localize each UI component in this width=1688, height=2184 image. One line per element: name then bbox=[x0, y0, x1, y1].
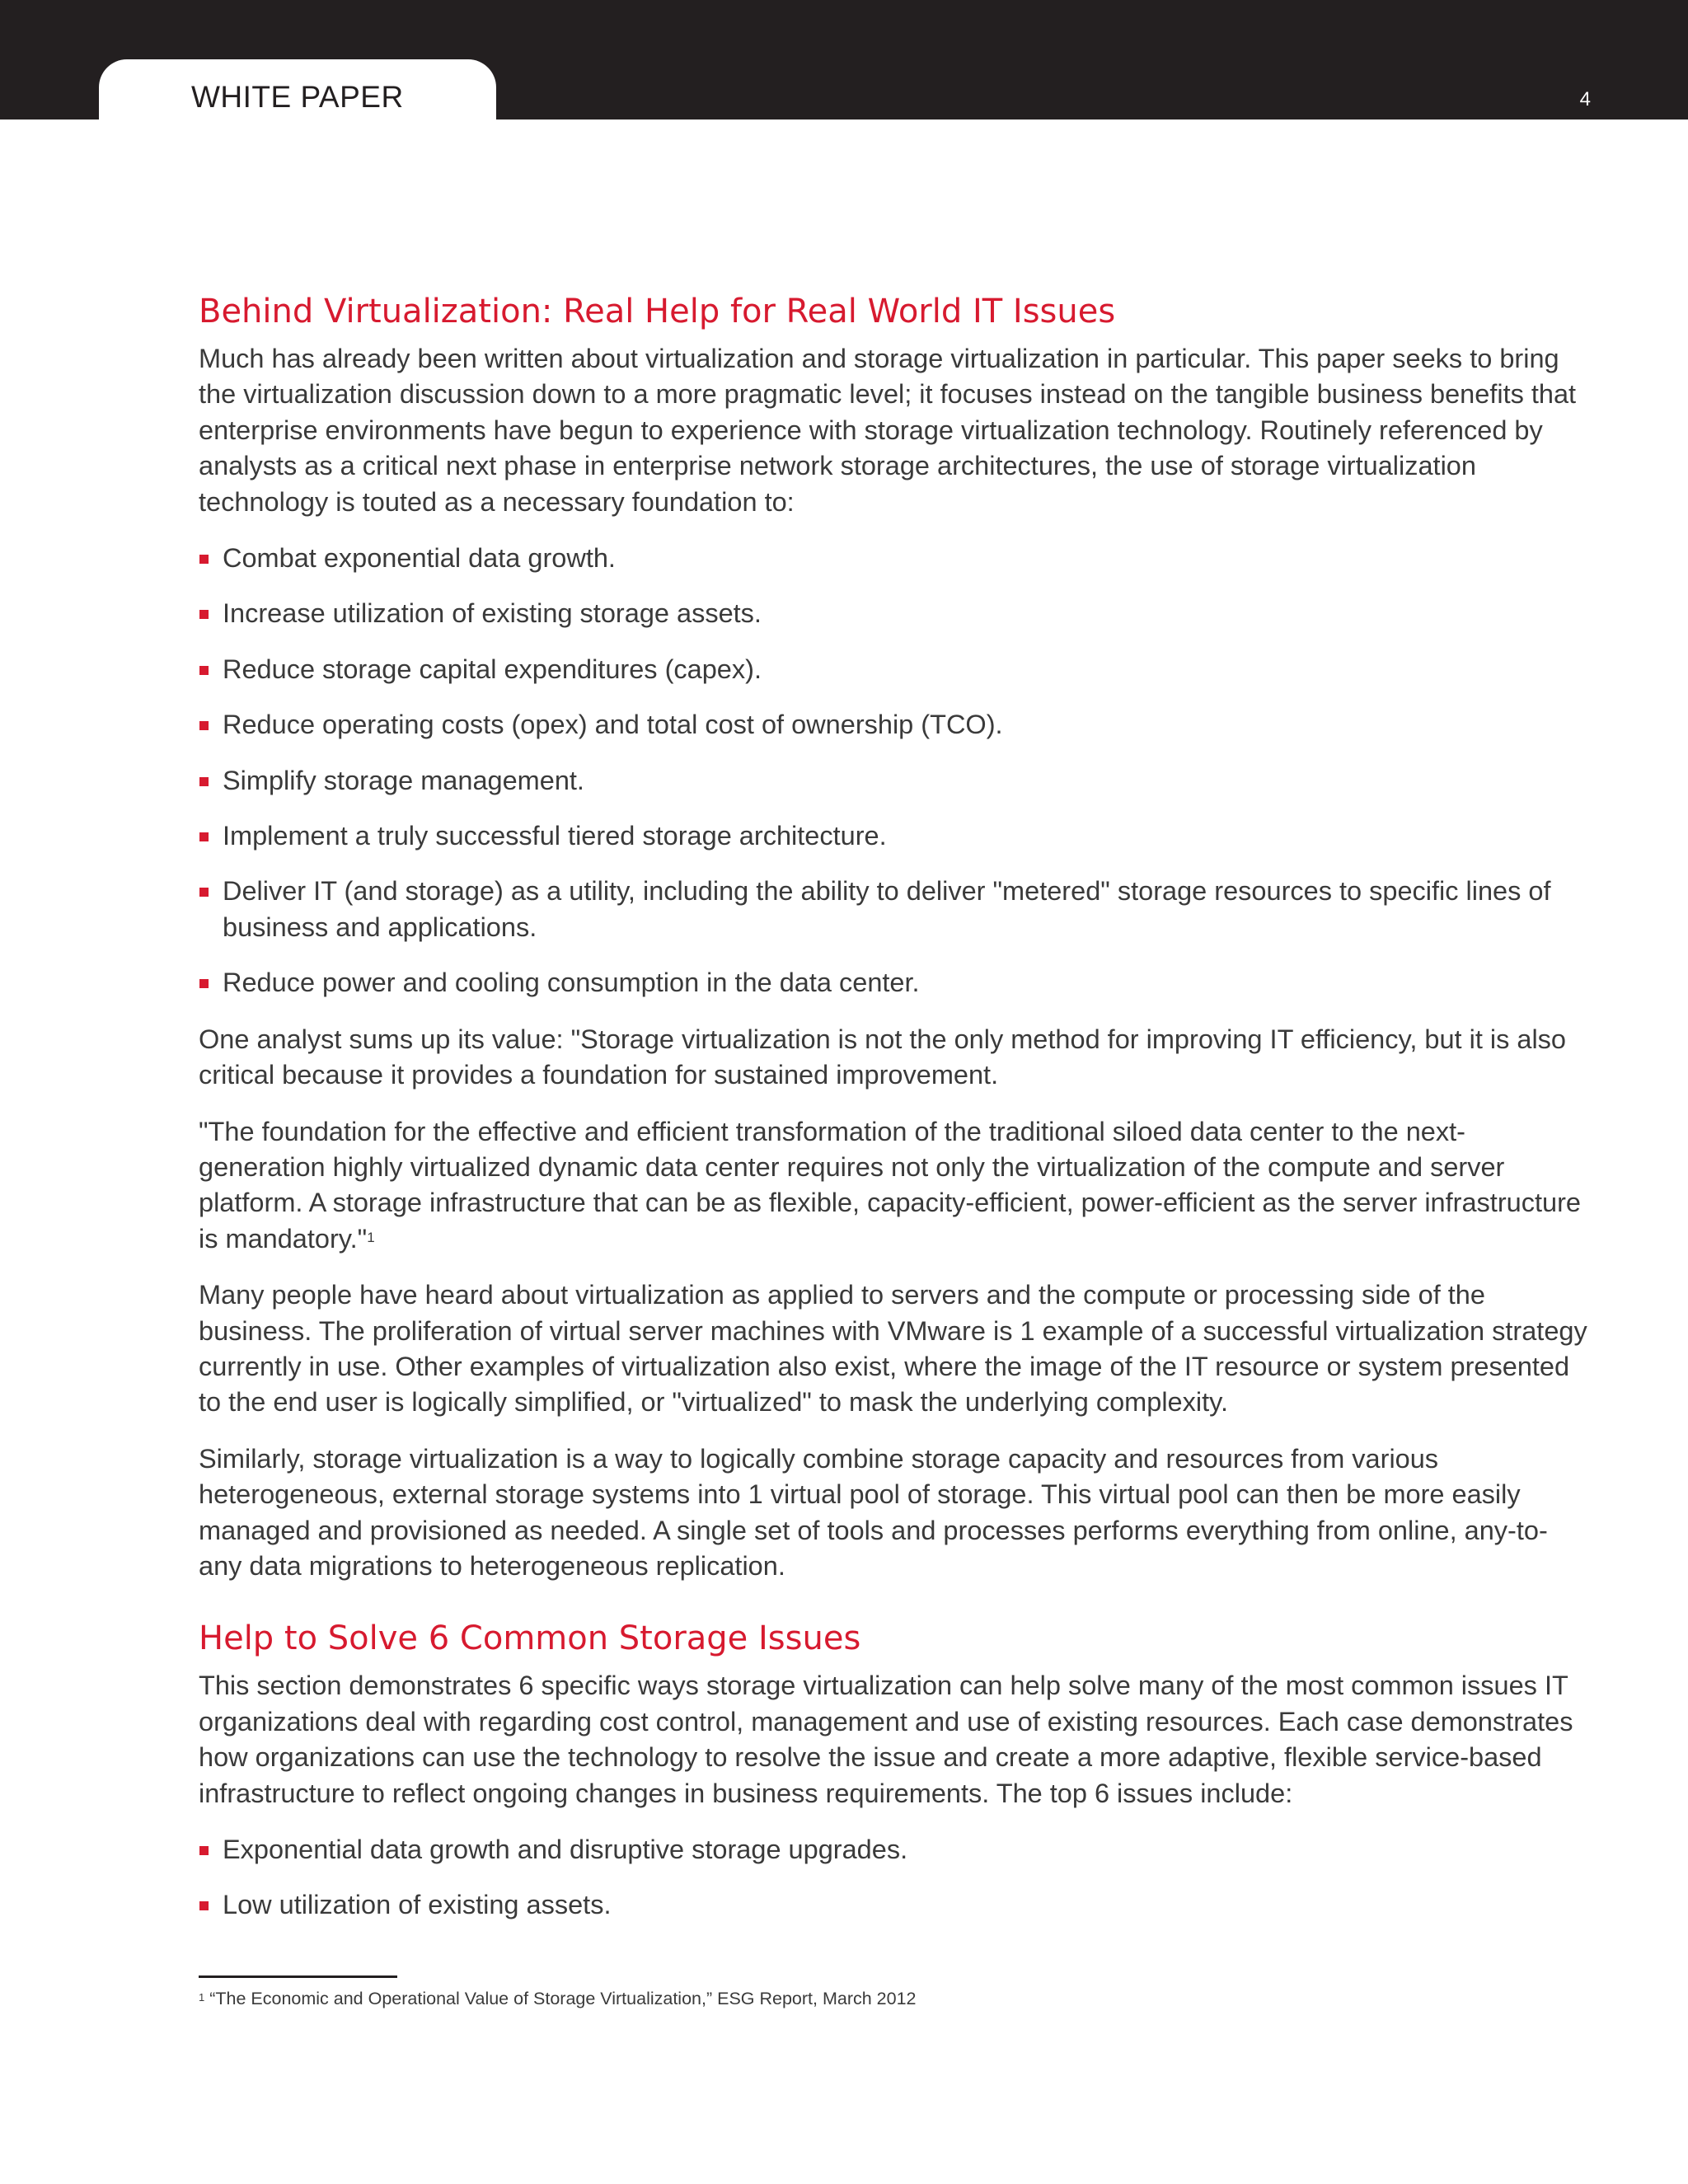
issues-list bbox=[199, 1832, 1587, 1924]
list-item bbox=[199, 965, 1587, 1001]
list-item bbox=[199, 541, 1587, 576]
bullet-square-icon bbox=[199, 610, 209, 619]
intro-paragraph: Much has already been written about virtualization and storage virtualization in particular. This paper seeks to bring the virtualization discussion down to a more pragmatic level; it focuses instead on the tangible business benefits that enterprise environments have begun to experience with storage virtualization technology. Routinely referenced by analysts as a critical next phase in enterprise network storage architectures, the use of storage virtualization technology is touted as a necessary foundation to: bbox=[199, 344, 1577, 517]
list-item-text: Exponential data growth and disruptive storage upgrades. bbox=[223, 1835, 908, 1864]
benefits-list bbox=[199, 541, 1587, 1001]
section-heading-behind-virtualization: Behind Virtualization: Real Help for Real World IT Issues bbox=[199, 293, 1116, 330]
bullet-square-icon bbox=[199, 1846, 209, 1855]
section-heading-common-storage-issues: Help to Solve 6 Common Storage Issues bbox=[199, 1619, 861, 1658]
footnote-text: “The Economic and Operational Value of Storage Virtualization,” ESG Report, March 2012 bbox=[209, 1989, 917, 2008]
bullet-square-icon bbox=[199, 666, 209, 675]
servers-paragraph: Many people have heard about virtualization as applied to servers and the compute or processing side of the business. The proliferation of virtual server machines with VMware is 1 example of a successful virtualization strategy currently in use. Other examples of virtualization also exist, where the image of the IT resource or system presented to the end user is logically simplified, or "virtualized" to mask the underlying complexity. bbox=[199, 1280, 1587, 1418]
list-item bbox=[199, 1887, 1587, 1923]
analyst-paragraph: One analyst sums up its value: "Storage virtualization is not the only method for improving IT efficiency, but it is also critical because it provides a foundation for sustained improvement. bbox=[199, 1024, 1567, 1090]
bullet-square-icon bbox=[199, 888, 209, 897]
list-item-text: Low utilization of existing assets. bbox=[223, 1890, 612, 1920]
list-item bbox=[199, 707, 1587, 743]
footnote-reference: 1 bbox=[367, 1229, 375, 1245]
list-item-text: Deliver IT (and storage) as a utility, including the ability to deliver "metered" storage resources to specific lines of business and applications. bbox=[223, 876, 1551, 942]
list-item bbox=[199, 596, 1587, 631]
list-item bbox=[199, 818, 1587, 854]
bullet-square-icon bbox=[199, 555, 209, 564]
section2-intro-paragraph: This section demonstrates 6 specific ways storage virtualization can help solve many of the most common issues IT organizations deal with regarding cost control, management and use of existing resources. Each case demonstrates how organizations can use the technology to resolve the issue and create a more adaptive, flexible service-based infrastructure to reflect ongoing changes in business requirements. The top 6 issues include: bbox=[199, 1671, 1573, 1808]
footnote-number: 1 bbox=[199, 1991, 205, 2004]
bullet-square-icon bbox=[199, 979, 209, 988]
bullet-square-icon bbox=[199, 832, 209, 841]
list-item-text: Reduce power and cooling consumption in the data center. bbox=[223, 968, 920, 998]
list-item-text: Combat exponential data growth. bbox=[223, 543, 616, 574]
list-item-text: Reduce storage capital expenditures (capex). bbox=[223, 654, 762, 684]
bullet-square-icon bbox=[199, 721, 209, 730]
list-item-text: Simplify storage management. bbox=[223, 765, 584, 795]
list-item bbox=[199, 652, 1587, 687]
storage-virtualization-paragraph: Similarly, storage virtualization is a way to logically combine storage capacity and resources from various heterogeneous, external storage systems into 1 virtual pool of storage. This virtual pool can then be more easily managed and provisioned as needed. A single set of tools and processes performs everything from online, any-to-any data migrations to heterogeneous replication. bbox=[199, 1443, 1548, 1581]
page-number: 4 bbox=[1579, 88, 1591, 110]
quote-paragraph bbox=[199, 1114, 1587, 1258]
bullet-square-icon bbox=[199, 1901, 209, 1910]
list-item bbox=[199, 874, 1587, 945]
list-item-text: Implement a truly successful tiered storage architecture. bbox=[223, 821, 887, 851]
list-item bbox=[199, 1832, 1587, 1868]
list-item-text: Reduce operating costs (opex) and total cost of ownership (TCO). bbox=[223, 710, 1003, 740]
list-item-text: Increase utilization of existing storage assets. bbox=[223, 598, 762, 629]
footnote bbox=[199, 1987, 917, 2010]
footnote-divider bbox=[199, 1975, 397, 1978]
main-content bbox=[199, 287, 1587, 1944]
list-item bbox=[199, 763, 1587, 799]
bullet-square-icon bbox=[199, 777, 209, 786]
quote-text: "The foundation for the effective and efficient transformation of the traditional siloed data center to the next-generation highly virtualized dynamic data center requires not only the virtualization of the compute and server platform. A storage infrastructure that can be as flexible, capacity-efficient, power-efficient as the server infrastructure is mandatory." bbox=[199, 1116, 1581, 1254]
document-type-label: WHITE PAPER bbox=[191, 80, 404, 114]
